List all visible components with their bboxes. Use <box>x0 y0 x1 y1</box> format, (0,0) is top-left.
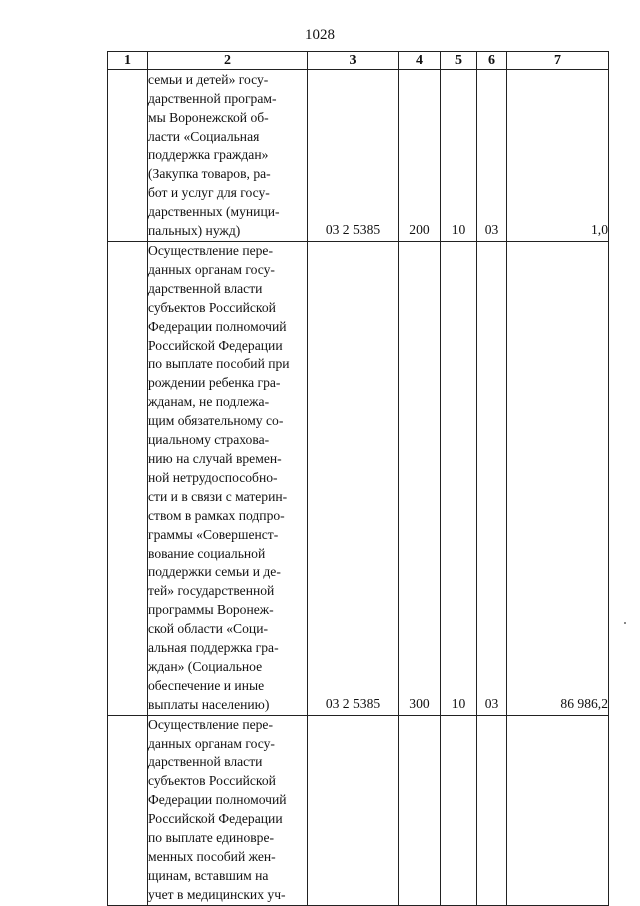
description-cell <box>148 242 308 716</box>
section-cell <box>441 242 477 716</box>
table-row <box>108 715 609 905</box>
target-code-cell <box>308 70 399 242</box>
description-line: щинам, вставшим на <box>148 867 269 883</box>
section-cell <box>441 70 477 242</box>
section-cell <box>441 715 477 905</box>
header-col-2: 2 <box>148 52 308 70</box>
subsection-cell-text: 03 <box>484 222 499 238</box>
target-code-cell-text: 03 2 5385 <box>325 695 381 711</box>
description-line: семьи и детей» госу- <box>148 71 269 87</box>
description-line: сти и в связи с материн- <box>148 488 288 504</box>
description-line: ждан» (Социальное <box>148 658 263 674</box>
description-line: граммы «Совершенст- <box>148 526 279 542</box>
description-line: рождении ребенка гра- <box>148 375 281 391</box>
row-index-cell <box>108 715 148 905</box>
description-line: Осуществление пере- <box>148 243 273 258</box>
subsection-cell <box>477 715 507 905</box>
description-line: жданам, не подлежа- <box>148 394 270 410</box>
page-number: 1028 <box>305 27 335 43</box>
description-line: по выплате единовре- <box>148 830 275 846</box>
description-line: бот и услуг для госу- <box>148 185 270 201</box>
header-col-4: 4 <box>399 52 441 70</box>
amount-cell <box>507 70 609 242</box>
amount-cell-text: 86 986,2 <box>560 695 608 711</box>
description-line: мы Воронежской об- <box>148 109 269 125</box>
target-code-cell-text: 03 2 5385 <box>325 222 381 238</box>
row-index-cell <box>108 70 148 242</box>
description-line: субъектов Российской <box>148 299 276 315</box>
description-line: дарственной власти <box>148 280 263 296</box>
description-line: ной нетрудоспособно- <box>148 469 278 485</box>
description-line: (Закупка товаров, ра- <box>148 166 271 182</box>
expense-type-cell-text: 200 <box>409 222 430 238</box>
description-line: Осуществление пере- <box>148 716 273 732</box>
description-line: ской области «Соци- <box>148 621 268 637</box>
description-line: поддержки семьи и де- <box>148 564 281 580</box>
description-line: циальному страхова- <box>148 432 270 448</box>
header-col-5: 5 <box>441 52 477 70</box>
description-line: учет в медицинских уч- <box>148 886 286 902</box>
expense-type-cell <box>399 715 441 905</box>
budget-table <box>107 51 609 906</box>
subsection-cell-text: 03 <box>484 695 499 711</box>
table-row <box>108 70 609 242</box>
description-line: Российской Федерации <box>148 337 283 353</box>
description-line: щим обязательному со- <box>148 413 284 429</box>
amount-cell <box>507 242 609 716</box>
description-line: Российской Федерации <box>148 811 283 827</box>
description-line: Федерации полномочий <box>148 318 287 334</box>
target-code-cell <box>308 715 399 905</box>
description-line: тей» государственной <box>148 583 275 599</box>
description-line: дарственной програм- <box>148 90 277 106</box>
table-header-row <box>108 52 609 70</box>
description-line: ласти «Социальная <box>148 128 260 144</box>
header-col-3: 3 <box>308 52 399 70</box>
row-index-cell <box>108 242 148 716</box>
subsection-cell <box>477 242 507 716</box>
description-line: данных органам госу- <box>148 261 275 277</box>
table-body <box>108 70 609 906</box>
description-line: Федерации полномочий <box>148 792 287 808</box>
description-line: нию на случай времен- <box>148 450 282 466</box>
description-cell <box>148 70 308 242</box>
description-line: данных органам госу- <box>148 735 275 751</box>
description-line: дарственных (муници- <box>148 204 280 220</box>
header-col-7: 7 <box>507 52 609 70</box>
description-line: альная поддержка гра- <box>148 640 279 656</box>
description-line: вование социальной <box>148 545 266 561</box>
subsection-cell <box>477 70 507 242</box>
table-row <box>108 242 609 716</box>
section-cell-text: 10 <box>451 695 466 711</box>
header-col-1: 1 <box>108 52 148 70</box>
expense-type-cell <box>399 242 441 716</box>
target-code-cell <box>308 242 399 716</box>
description-cell <box>148 715 308 905</box>
description-line: обеспечение и иные <box>148 677 265 693</box>
description-line: дарственной власти <box>148 754 263 770</box>
amount-cell-text: 1,0 <box>591 222 608 238</box>
description-line: программы Воронеж- <box>148 602 274 618</box>
description-line: выплаты населению) <box>148 696 270 712</box>
description-line: пальных) нужд) <box>148 223 241 239</box>
section-cell-text: 10 <box>451 222 466 238</box>
description-line: поддержка граждан» <box>148 147 269 163</box>
expense-type-cell-text: 300 <box>409 695 430 711</box>
description-line: субъектов Российской <box>148 773 276 789</box>
header-col-6: 6 <box>477 52 507 70</box>
description-line: менных пособий жен- <box>148 849 276 864</box>
description-line: ством в рамках подпро- <box>148 507 285 523</box>
description-line: по выплате пособий при <box>148 356 290 372</box>
scan-speck <box>624 622 626 624</box>
amount-cell <box>507 715 609 905</box>
expense-type-cell <box>399 70 441 242</box>
